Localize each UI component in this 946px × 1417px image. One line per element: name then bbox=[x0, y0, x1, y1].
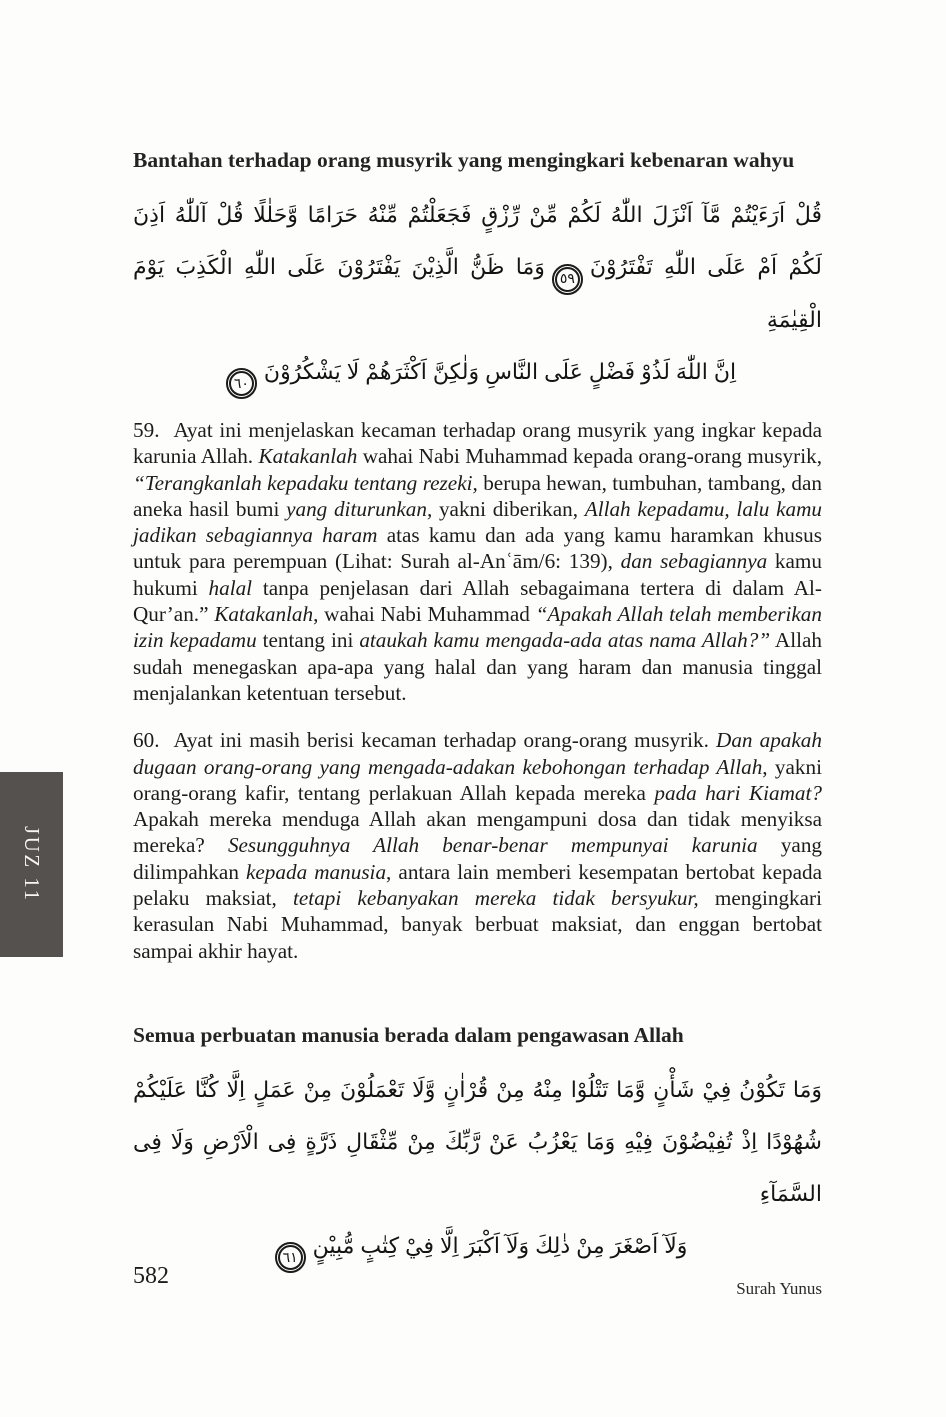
commentary-text: , yakni orang-orang kafir, tentang perlakuan Allah kepada mereka bbox=[133, 754, 822, 805]
commentary-text: Allah sudah menegaskan apa-apa yang halal dan yang haram dan manusia tinggal menjalankan ketentuan tersebut. bbox=[133, 628, 822, 705]
translation-italic-text: Katakanlah bbox=[258, 444, 358, 469]
quran-verse-block bbox=[133, 1065, 822, 1274]
quran-verse-block bbox=[133, 190, 822, 399]
tafsir-paragraph-60 bbox=[133, 727, 822, 964]
quran-text: وَمَا ظَنُّ الَّذِيْنَ يَفْتَرُوْنَ عَلَى اللّٰهِ الْكَذِبَ يَوْمَ الْقِيٰمَةِ bbox=[133, 255, 822, 333]
quran-line bbox=[133, 242, 822, 347]
translation-italic-text: Allah kepadamu, lalu kamu jadikan sebagiannya haram bbox=[133, 496, 822, 548]
commentary-text: kamu hukumi bbox=[133, 549, 822, 600]
page-content bbox=[133, 0, 822, 1273]
tafsir-paragraphs bbox=[133, 417, 822, 964]
commentary-text: berupa hewan, tumbuhan, tambang, dan aneka hasil bumi bbox=[133, 470, 822, 521]
quran-line bbox=[133, 1065, 822, 1117]
verse-number-label: 59. bbox=[133, 418, 160, 442]
section-heading: Semua perbuatan manusia berada dalam pengawasan Allah bbox=[133, 1022, 684, 1047]
quran-text: اِنَّ اللّٰهَ لَذُوْ فَضْلٍ عَلَى النَّاسِ وَلٰكِنَّ اَكْثَرَهُمْ لَا يَشْكُرُوْنَ bbox=[263, 359, 737, 385]
quran-text: وَمَا تَكُوْنُ فِيْ شَأْنٍ وَّمَا تَتْلُوْا مِنْهُ مِنْ قُرْاٰنٍ وَّلَا تَعْمَلُوْنَ مِنْ عَمَلٍ اِلَّا كُنَّا عَلَيْكُمْ bbox=[133, 1077, 822, 1103]
quran-line bbox=[133, 1221, 822, 1274]
commentary-text: , antara lain memberi kesempatan bertobat kepada pelaku maksiat, bbox=[133, 859, 822, 911]
commentary-text: tentang ini bbox=[256, 628, 360, 653]
translation-italic-text: dan sebagiannya bbox=[620, 549, 768, 574]
translation-italic-text: ataukah kamu mengada-ada atas nama Allah?” bbox=[359, 628, 771, 653]
commentary-text: tanpa penjelasan dari Allah sebagaimana tertera di dalam Al-Qur’an.” bbox=[133, 575, 822, 627]
quran-text: لَكُمْ اَمْ عَلَى اللّٰهِ تَفْتَرُوْنَ bbox=[589, 255, 822, 280]
quran-text: قُلْ اَرَءَيْتُمْ مَّآ اَنْزَلَ اللّٰهُ لَكُمْ مِّنْ رِّزْقٍ فَجَعَلْتُمْ مِّنْهُ حَرَامًا وَّحَلٰلًا قُلْ آللّٰهُ اَذِنَ bbox=[133, 203, 822, 228]
commentary-text: yang dilimpahkan bbox=[133, 833, 823, 884]
translation-italic-text: “Apakah Allah telah memberikan izin kepadamu bbox=[133, 602, 822, 653]
translation-italic-text: Katakanlah bbox=[214, 602, 314, 627]
ayah-number-marker: ٦٠ bbox=[226, 368, 257, 399]
page-number: 582 bbox=[133, 1263, 169, 1289]
juz-tab bbox=[0, 772, 63, 957]
juz-tab-label: JUZ 11 bbox=[20, 826, 44, 903]
translation-italic-text: pada hari Kiamat? bbox=[654, 780, 822, 805]
commentary-text: , wahai Nabi Muhammad bbox=[313, 602, 536, 627]
verse-number-label: 60. bbox=[133, 728, 160, 753]
translation-italic-text: kepada manusia bbox=[245, 859, 387, 884]
ayah-number-marker: ٥٩ bbox=[552, 264, 583, 295]
commentary-text: Ayat ini menjelaskan kecaman terhadap orang musyrik yang ingkar kepada karunia Allah. bbox=[133, 418, 822, 469]
translation-italic-text: yang diturunkan, bbox=[286, 496, 433, 521]
tafsir-paragraph-59 bbox=[133, 417, 822, 706]
section-rebuttal bbox=[133, 145, 822, 964]
quran-text: شُهُوْدًا اِذْ تُفِيْضُوْنَ فِيْهِ وَمَا يَعْزُبُ عَنْ رَّبِّكَ مِنْ مِّثْقَالِ ذَرَّةٍ فِى الْاَرْضِ وَلَا فِى السَّمَآءِ bbox=[133, 1129, 822, 1207]
translation-italic-text: halal bbox=[208, 575, 253, 600]
commentary-text: atas kamu dan ada yang kamu haramkan khusus untuk para perempuan (Lihat: Surah al-Anʿām/6: 139), bbox=[133, 523, 822, 574]
quran-line bbox=[133, 347, 822, 400]
quran-line bbox=[133, 190, 822, 242]
commentary-text: mengingkari kerasulan Nabi Muhammad, banyak berbuat maksiat, dan enggan bertobat sampai akhir hayat. bbox=[133, 886, 822, 963]
translation-italic-text: tetapi kebanyakan mereka tidak bersyukur, bbox=[293, 886, 699, 911]
commentary-text: yakni diberikan, bbox=[432, 496, 585, 521]
commentary-text: Apakah mereka menduga Allah akan mengampuni dosa dan tidak menyiksa mereka? bbox=[133, 807, 822, 858]
translation-italic-text: Dan apakah dugaan orang-orang yang mengada-adakan kebohongan terhadap Allah bbox=[133, 728, 822, 779]
quran-text: وَلَآ اَصْغَرَ مِنْ ذٰلِكَ وَلَآ اَكْبَرَ اِلَّا فِيْ كِتٰبٍ مُّبِيْنٍ bbox=[312, 1233, 688, 1259]
translation-italic-text: Sesungguhnya Allah benar-benar mempunyai karunia bbox=[227, 833, 758, 858]
ayah-number-marker: ٦١ bbox=[275, 1242, 306, 1273]
commentary-text: Ayat ini masih berisi kecaman terhadap orang-orang musyrik. bbox=[173, 728, 717, 753]
section-heading: Bantahan terhadap orang musyrik yang mengingkari kebenaran wahyu bbox=[133, 148, 795, 172]
commentary-text: wahai Nabi Muhammad kepada orang-orang musyrik, bbox=[357, 444, 822, 469]
surah-name: Surah Yunus bbox=[736, 1279, 822, 1298]
quran-line bbox=[133, 1117, 822, 1221]
translation-italic-text: “Terangkanlah kepadaku tentang rezeki, bbox=[133, 470, 478, 495]
section-supervision bbox=[133, 1020, 822, 1274]
